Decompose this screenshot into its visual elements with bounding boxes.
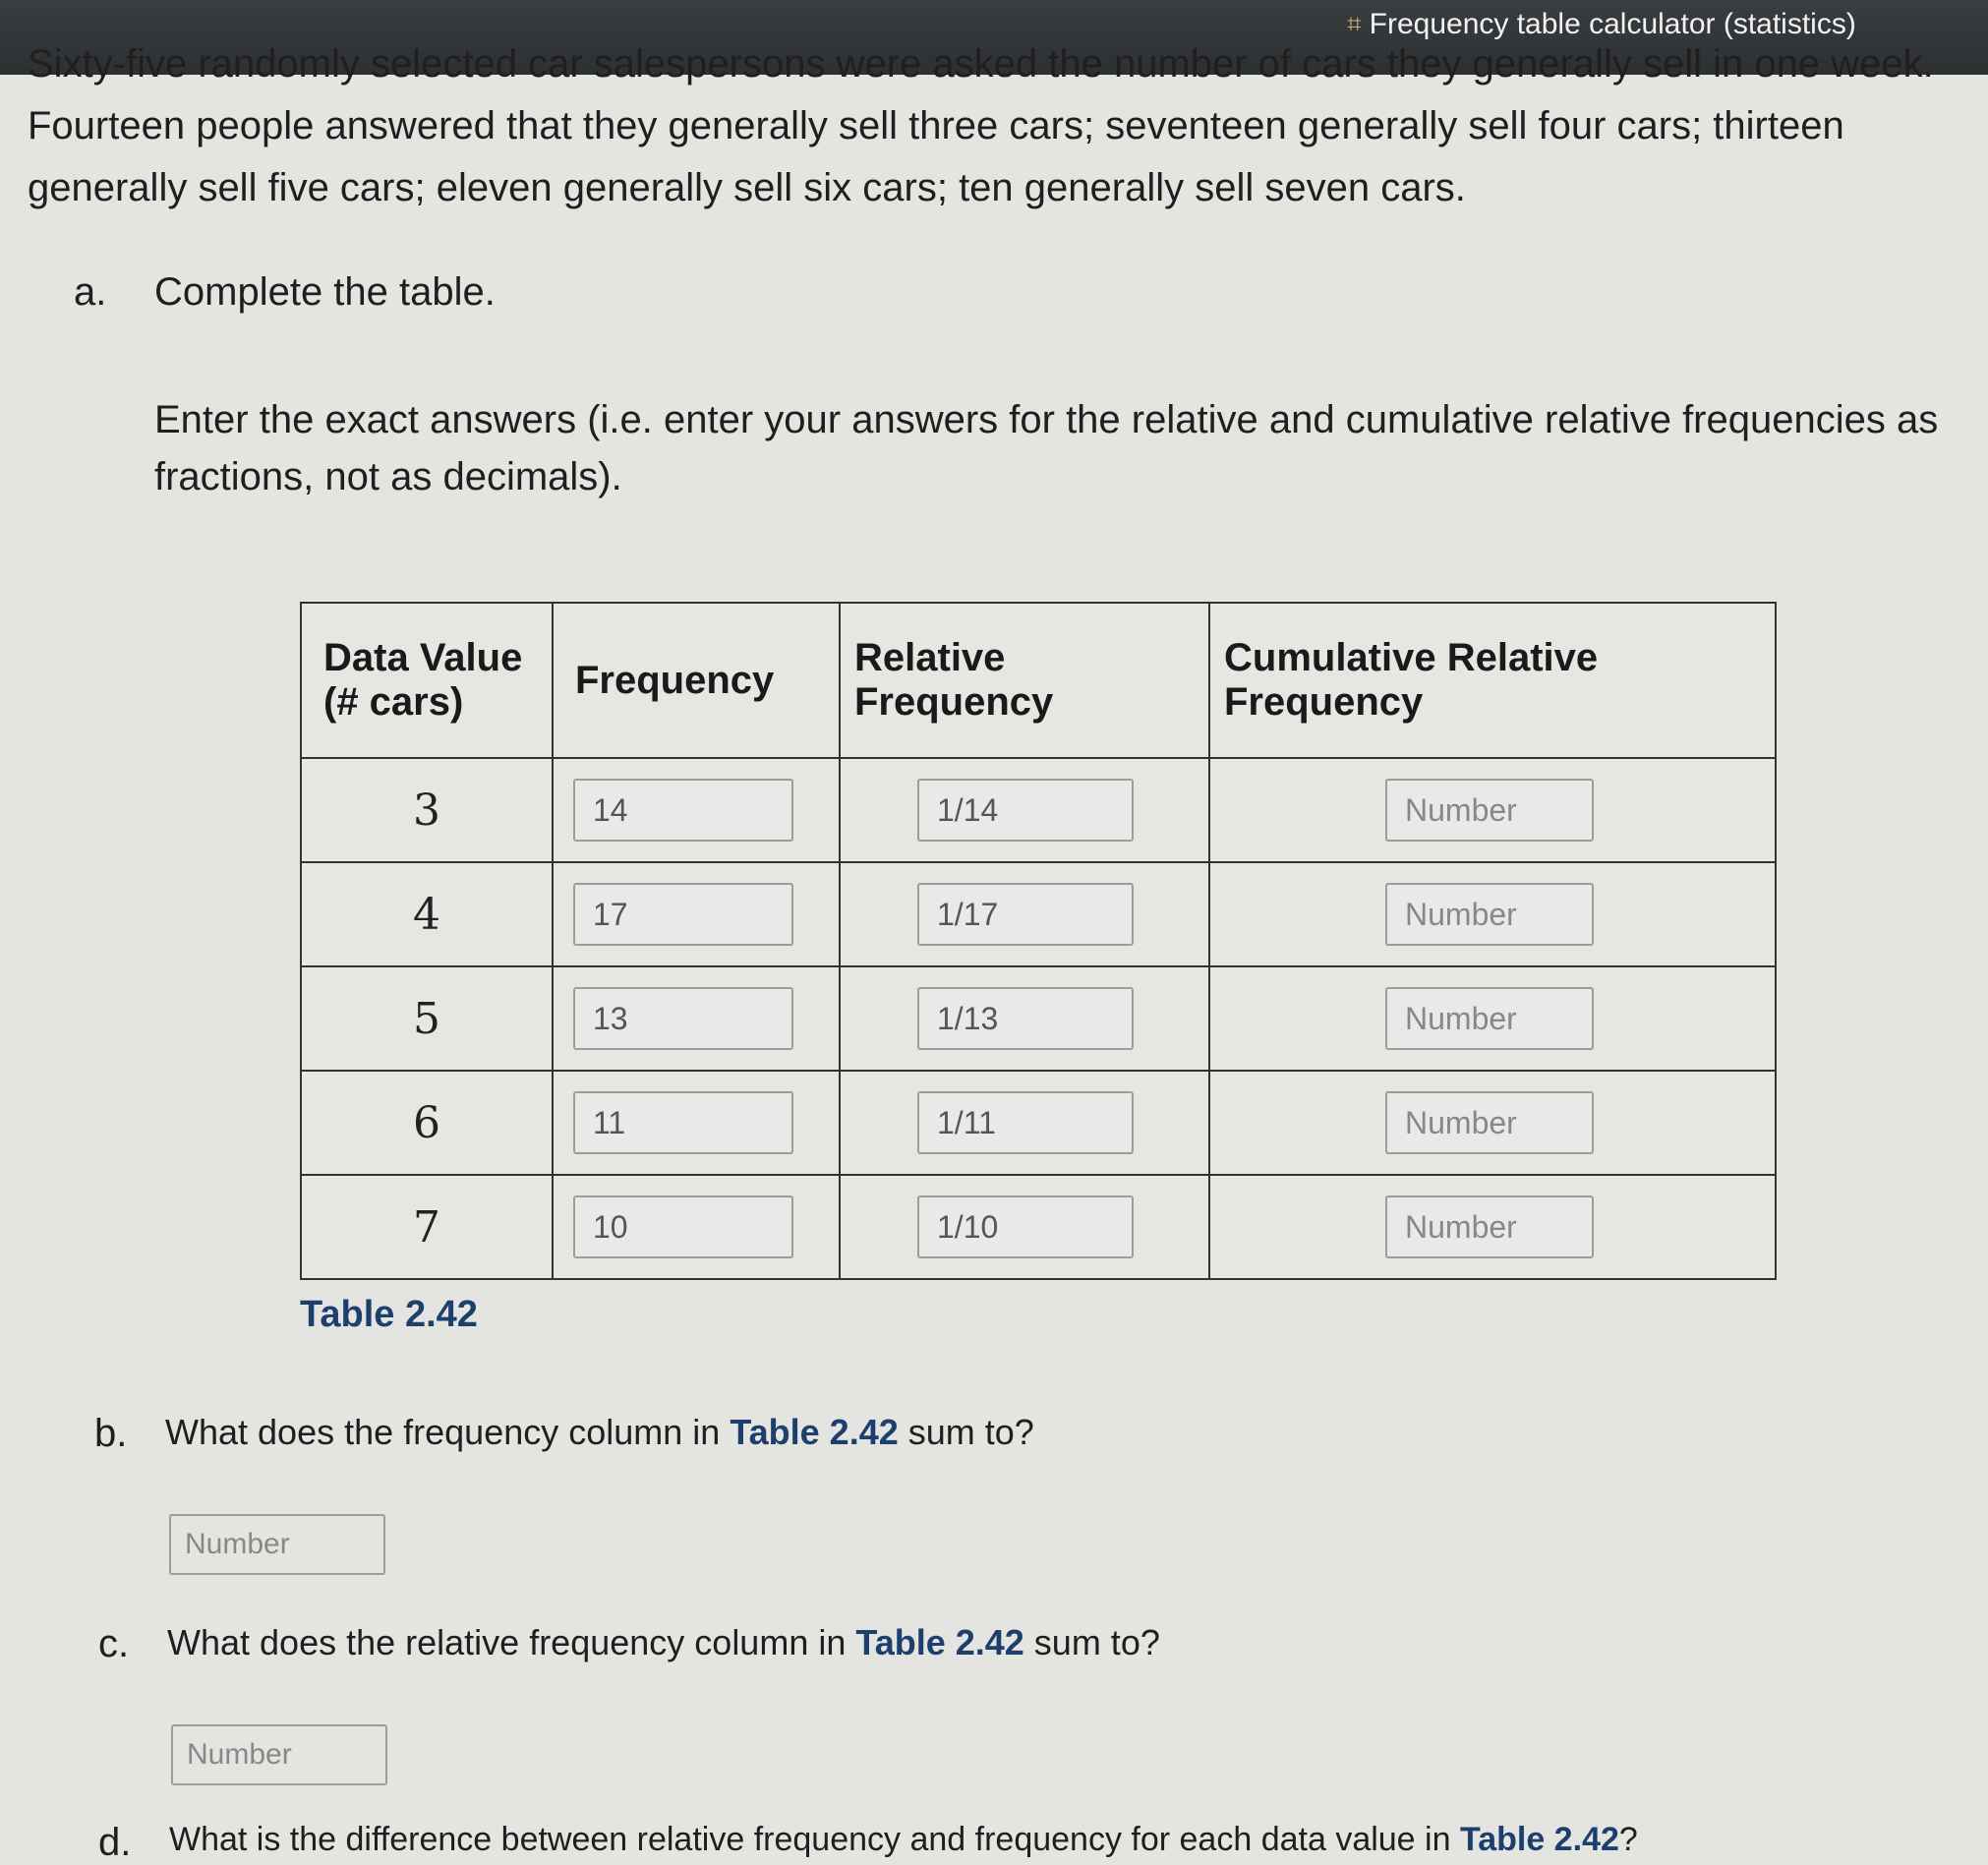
part-c-text-end: sum to? (1023, 1622, 1160, 1662)
header-data-value: Data Value (# cars) (301, 603, 553, 758)
frequency-table (300, 602, 1777, 1280)
part-c-table-ref: Table 2.42 (855, 1622, 1024, 1662)
data-value-cell: 3 (301, 758, 553, 862)
calculator-icon: ⌗ (1347, 9, 1362, 38)
table-caption: Table 2.42 (300, 1294, 478, 1335)
relative-frequency-input[interactable]: 1/13 (917, 987, 1134, 1050)
part-d-question (169, 1821, 1638, 1859)
frequency-input[interactable]: 11 (573, 1091, 793, 1154)
cumulative-relative-frequency-input[interactable]: Number (1385, 1091, 1594, 1154)
cumulative-relative-frequency-input[interactable]: Number (1385, 779, 1594, 842)
table-row (301, 1175, 1776, 1279)
data-value-cell: 6 (301, 1071, 553, 1175)
relative-frequency-input[interactable]: 1/10 (917, 1195, 1134, 1258)
part-c-text: What does the relative frequency column in (167, 1622, 856, 1662)
calculator-link-label: Frequency table calculator (statistics) (1369, 8, 1856, 40)
frequency-input[interactable]: 17 (573, 883, 793, 946)
frequency-input[interactable]: 10 (573, 1195, 793, 1258)
part-a-question: Complete the table. (154, 270, 496, 314)
header-frequency: Frequency (553, 603, 840, 758)
part-d-text: What is the difference between relative frequency and frequency for each data value in (169, 1821, 1460, 1858)
part-c-answer-input[interactable]: Number (171, 1724, 387, 1785)
part-d-text-end: ? (1618, 1821, 1638, 1858)
part-d-label: d. (98, 1821, 132, 1864)
table-row (301, 862, 1776, 966)
part-a-label: a. (74, 270, 107, 314)
header-relative-frequency: Relative Frequency (840, 603, 1209, 758)
header-cumulative-relative-frequency: Cumulative Relative Frequency (1209, 603, 1776, 758)
cumulative-relative-frequency-input[interactable]: Number (1385, 883, 1594, 946)
table-row (301, 966, 1776, 1071)
relative-frequency-input[interactable]: 1/17 (917, 883, 1134, 946)
frequency-input[interactable]: 14 (573, 779, 793, 842)
part-b-answer-input[interactable]: Number (169, 1514, 385, 1575)
data-value-cell: 7 (301, 1175, 553, 1279)
table-header-row (301, 603, 1776, 758)
cumulative-relative-frequency-input[interactable]: Number (1385, 987, 1594, 1050)
part-b-label: b. (94, 1412, 128, 1455)
frequency-input[interactable]: 13 (573, 987, 793, 1050)
part-a-instructions: Enter the exact answers (i.e. enter your answers for the relative and cumulative relative frequencies as fractions, not as decimals). (154, 398, 1939, 498)
data-value-cell: 5 (301, 966, 553, 1071)
part-c-label: c. (98, 1622, 130, 1665)
part-b-text-end: sum to? (898, 1412, 1034, 1452)
relative-frequency-input[interactable]: 1/14 (917, 779, 1134, 842)
part-c-question (167, 1622, 1160, 1663)
relative-frequency-input[interactable]: 1/11 (917, 1091, 1134, 1154)
part-b-question (165, 1412, 1034, 1453)
data-value-cell: 4 (301, 862, 553, 966)
table-row (301, 1071, 1776, 1175)
part-d-table-ref: Table 2.42 (1459, 1821, 1619, 1858)
problem-statement: Sixty-five randomly selected car salespersons were asked the number of cars they generally sell in one week. Fourteen people answered that they generally sell three cars; seventeen generally sell four cars; thirteen generally sell five cars; eleven generally sell six cars; ten generally sell seven cars. (28, 42, 1934, 209)
part-b-table-ref: Table 2.42 (730, 1412, 899, 1452)
cumulative-relative-frequency-input[interactable]: Number (1385, 1195, 1594, 1258)
part-b-text: What does the frequency column in (165, 1412, 731, 1452)
table-row (301, 758, 1776, 862)
